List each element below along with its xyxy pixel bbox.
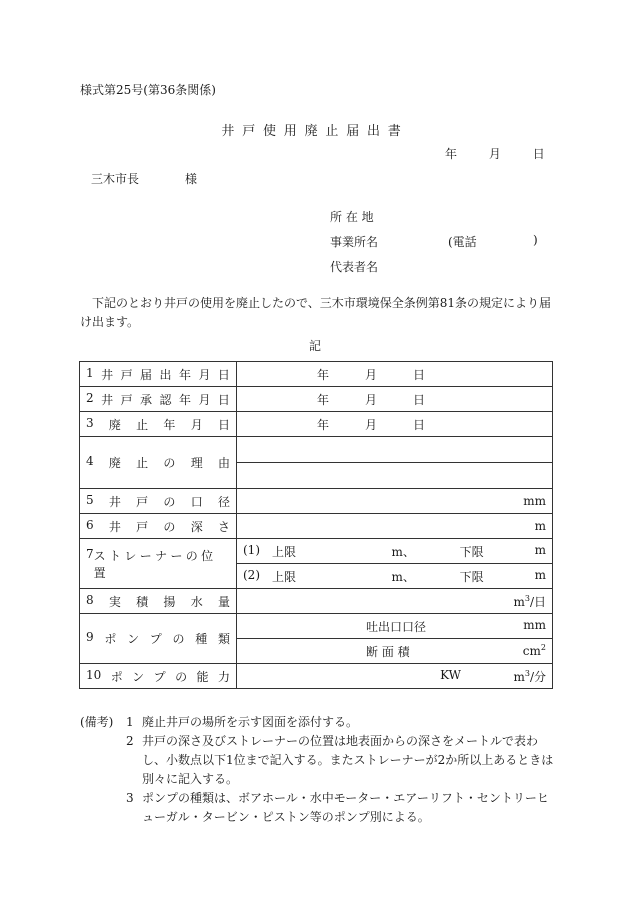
note-text: ポンプの種類は、ボアホール・水中モーター・エアーリフト・セントリーヒューガル・タービン・ピストン等のポンプ別による。 xyxy=(142,791,549,824)
row-label-char: 由 xyxy=(217,456,230,470)
addressee xyxy=(91,170,197,187)
row-label xyxy=(80,412,237,437)
row-label-char: 月 xyxy=(198,392,211,407)
form-number: 様式第25号(第36条関係) xyxy=(80,83,216,97)
table-row xyxy=(80,539,553,564)
row-number: 2 xyxy=(86,390,94,405)
row-label-text: ストレーナーの位置 xyxy=(93,548,217,580)
month-label: 月 xyxy=(365,367,378,382)
row-label-char: 年 xyxy=(163,417,176,432)
year-label: 年 xyxy=(317,417,330,432)
row-label-char: ポ xyxy=(104,632,117,646)
applicant-address-label: 所 在 地 xyxy=(330,210,374,224)
note-number: 2 xyxy=(126,734,134,748)
row-value[interactable] xyxy=(237,412,553,437)
day-label: 日 xyxy=(413,392,426,407)
row-label-char: さ xyxy=(217,519,230,534)
day-label: 日 xyxy=(413,367,426,382)
ki-heading: 記 xyxy=(308,339,321,353)
row-number: 7 xyxy=(86,546,94,561)
row-label-char: ポ xyxy=(110,669,123,684)
table-row xyxy=(80,514,553,539)
row-label-char: 理 xyxy=(190,456,203,470)
row-label-char: 年 xyxy=(178,367,191,382)
row-value[interactable] xyxy=(237,387,553,412)
row-label-char: 戸 xyxy=(120,367,133,382)
row-label xyxy=(80,437,237,489)
row-label-char: 類 xyxy=(217,632,230,646)
day-label: 日 xyxy=(413,417,426,432)
row-label-char: 径 xyxy=(217,494,230,509)
row-label xyxy=(80,514,237,539)
row-value[interactable] xyxy=(237,362,553,387)
row-label-char: 止 xyxy=(136,456,149,470)
applicant-tel-close: ) xyxy=(533,233,538,247)
row-number: 9 xyxy=(86,630,94,644)
row-label-char: 戸 xyxy=(136,494,149,509)
details-table xyxy=(79,361,553,689)
row-label-char: 届 xyxy=(140,367,153,382)
row-label-char: 承 xyxy=(140,392,153,407)
row-number: 10 xyxy=(86,667,102,682)
row-label xyxy=(80,664,237,689)
pump-capacity-value[interactable] xyxy=(237,664,553,689)
row-number: 3 xyxy=(86,415,94,430)
strainer-line-2[interactable] xyxy=(237,564,553,589)
lower-label: 下限 xyxy=(459,544,484,559)
row-label-char: 実 xyxy=(108,594,121,609)
row-label-char: 戸 xyxy=(120,392,133,407)
note-text: 井戸の深さ及びストレーナーの位置は地表面からの深さをメートルで表わし、小数点以下1位まで記入する。またストレーナーが2か所以上あるときは別々に記入する。 xyxy=(142,734,554,786)
upper-label: 上限 xyxy=(271,569,296,584)
year-label: 年 xyxy=(317,367,330,382)
table-row xyxy=(80,589,553,614)
reason-line-2[interactable] xyxy=(237,463,553,489)
row-number: 4 xyxy=(86,454,94,468)
reason-line-1[interactable] xyxy=(237,437,553,463)
unit-label: m xyxy=(534,519,546,533)
note-number: 3 xyxy=(126,791,134,805)
year-label: 年 xyxy=(445,147,458,161)
month-label: 月 xyxy=(365,417,378,432)
row-label-char: の xyxy=(163,494,176,509)
strainer-index: (2) xyxy=(243,567,260,582)
row-label-char: 廃 xyxy=(108,417,121,432)
unit-label: m、 xyxy=(391,544,415,559)
year-label: 年 xyxy=(317,392,330,407)
row-label xyxy=(80,387,237,412)
row-label-char: 積 xyxy=(136,594,149,609)
row-label xyxy=(80,539,237,589)
addressee-name: 三木市長 xyxy=(91,172,140,186)
outlet-label: 吐出口口径 xyxy=(366,619,427,634)
row-label xyxy=(80,362,237,387)
strainer-index: (1) xyxy=(243,542,260,557)
table-row xyxy=(80,412,553,437)
unit-label: $m^3/$分 xyxy=(513,668,546,684)
row-label-char: 止 xyxy=(136,417,149,432)
row-label-char: 深 xyxy=(190,519,203,534)
unit-label: $cm^2$ xyxy=(522,642,546,658)
row-label-char: プ xyxy=(153,669,166,684)
unit-label: $m^3/$日 xyxy=(513,593,546,609)
addressee-honorific: 様 xyxy=(185,172,198,186)
row-label-char: 日 xyxy=(217,417,230,432)
row-label-char: 月 xyxy=(190,417,203,432)
row-label-char: 年 xyxy=(178,392,191,407)
row-label xyxy=(80,589,237,614)
row-label-char: 日 xyxy=(217,392,230,407)
row-label-char: 廃 xyxy=(108,456,121,470)
table-row xyxy=(80,362,553,387)
table-row xyxy=(80,664,553,689)
unit-label: m xyxy=(534,567,546,582)
row-label-char: 日 xyxy=(217,367,230,382)
row-label-char: 口 xyxy=(190,494,203,509)
diameter-value[interactable] xyxy=(237,489,553,514)
strainer-line-1[interactable] xyxy=(237,539,553,564)
row-label xyxy=(80,614,237,664)
unit-label: mm xyxy=(523,617,546,632)
row-label-char: 井 xyxy=(101,392,114,407)
row-label-char: 量 xyxy=(217,594,230,609)
applicant-business-label: 事業所名 xyxy=(330,235,379,249)
row-number: 1 xyxy=(86,365,94,380)
body-text: 下記のとおり井戸の使用を廃止したので、三木市環境保全条例第81条の規定により届け出ます。 xyxy=(80,296,552,329)
table-row xyxy=(80,614,553,639)
section-area-value[interactable] xyxy=(237,639,553,664)
row-label-char: 揚 xyxy=(163,594,176,609)
document-title: 井戸使用廃止届出書 xyxy=(221,124,409,139)
row-label-char: 井 xyxy=(108,494,121,509)
submission-date xyxy=(445,145,545,162)
pumping-volume-value[interactable] xyxy=(237,589,553,614)
row-label-char: 能 xyxy=(196,669,209,684)
outlet-diameter-value[interactable] xyxy=(237,614,553,639)
unit-label: mm xyxy=(523,494,546,508)
row-label-char: の xyxy=(163,519,176,534)
row-number: 6 xyxy=(86,517,94,532)
row-label-char: 種 xyxy=(195,632,208,646)
table-row xyxy=(80,437,553,463)
lower-label: 下限 xyxy=(459,569,484,584)
upper-label: 上限 xyxy=(271,544,296,559)
notes-heading: (備考) xyxy=(80,715,114,729)
depth-value[interactable] xyxy=(237,514,553,539)
table-row xyxy=(80,489,553,514)
row-label-char: 戸 xyxy=(136,519,149,534)
row-number: 8 xyxy=(86,592,94,607)
row-label-char: 力 xyxy=(217,669,230,684)
month-label: 月 xyxy=(365,392,378,407)
row-label-char: 井 xyxy=(101,367,114,382)
unit-label: m、 xyxy=(391,569,415,584)
row-label-char: の xyxy=(175,669,188,684)
row-label-char: 井 xyxy=(108,519,121,534)
row-number: 5 xyxy=(86,492,94,507)
note-number: 1 xyxy=(126,715,134,729)
unit-label: m xyxy=(534,542,546,557)
row-label-char: 月 xyxy=(198,367,211,382)
row-label-char: ン xyxy=(127,632,140,646)
row-label-char: プ xyxy=(149,632,162,646)
month-label: 月 xyxy=(488,147,501,161)
applicant-representative-label: 代表者名 xyxy=(330,260,379,274)
applicant-tel-label: (電話 xyxy=(448,235,477,249)
row-label-char: ン xyxy=(132,669,145,684)
note-text: 廃止井戸の場所を示す図面を添付する。 xyxy=(142,715,359,729)
section-label: 断 面 積 xyxy=(366,644,410,659)
row-label-char: 認 xyxy=(159,392,172,407)
row-label-char: の xyxy=(172,632,185,646)
table-row xyxy=(80,387,553,412)
row-label-char: の xyxy=(163,456,176,470)
kw-label: KW xyxy=(440,667,461,682)
row-label xyxy=(80,489,237,514)
row-label-char: 水 xyxy=(190,594,203,609)
day-label: 日 xyxy=(532,147,545,161)
row-label-char: 出 xyxy=(159,367,172,382)
